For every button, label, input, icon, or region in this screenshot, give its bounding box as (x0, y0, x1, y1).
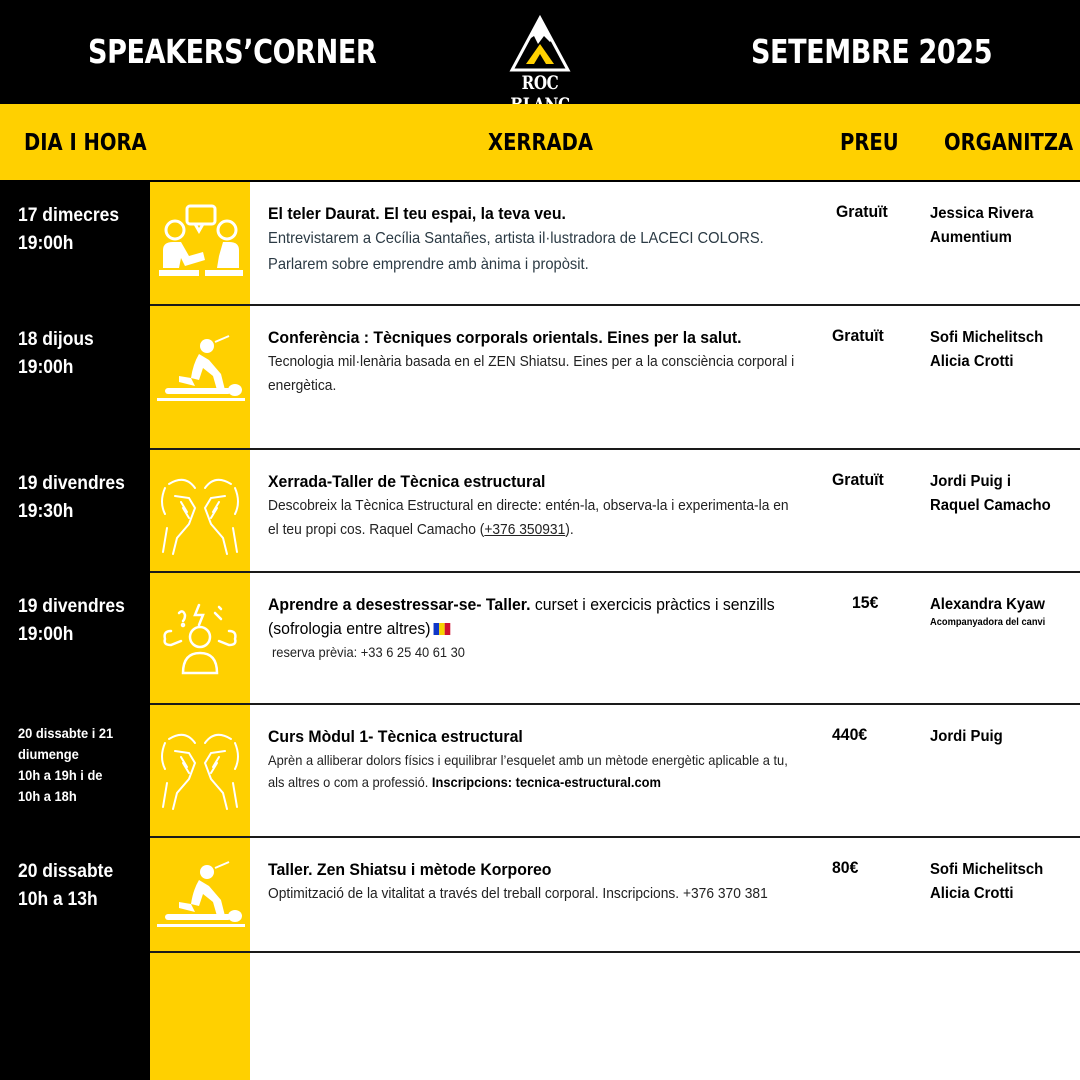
event-row (0, 450, 1080, 573)
andorra-flag-icon (433, 618, 450, 630)
conversation-icon (155, 200, 245, 290)
event-organizer: Jordi Puig i Raquel Camacho (930, 473, 1051, 514)
event-title: Conferència : Tècniques corporals orientals. Eines per la salut. (268, 328, 742, 347)
event-description: Aprèn a alliberar dolors físics i equilibrar l’esquelet amb un mètode energètic aplicable a tu, als altres o com a professió. Inscripcions: tecnica-estructural.com (268, 752, 788, 790)
column-header-organitza: ORGANITZA (944, 130, 1074, 156)
event-price: 440€ (832, 725, 868, 744)
column-header-bar (0, 104, 1080, 182)
event-date: 17 dimecres 19:00h (18, 205, 120, 254)
row-divider (150, 951, 1080, 953)
event-row (0, 573, 1080, 705)
organizer-subtitle: Acompanyadora del canvi (930, 617, 1046, 628)
event-description: reserva prèvia: +33 6 25 40 61 30 (272, 644, 465, 660)
event-price: 15€ (852, 593, 879, 612)
column-header-dia: DIA I HORA (24, 130, 147, 156)
event-row (0, 182, 1080, 306)
event-row (0, 705, 1080, 838)
event-title: Xerrada-Taller de Tècnica estructural (268, 472, 546, 491)
page-header (0, 0, 1080, 104)
event-content (268, 593, 803, 663)
phone-link[interactable]: +376 350931 (484, 521, 566, 538)
event-description: Tecnologia mil·lenària basada en el ZEN Shiatsu. Eines per a la consciència corporal i energètica. (268, 353, 795, 394)
column-header-xerrada: XERRADA (488, 130, 594, 156)
stressed-person-icon (155, 591, 245, 681)
mountain-icon (482, 14, 598, 74)
event-organizer: Sofi Michelitsch Alicia Crotti (930, 329, 1044, 370)
event-date: 19 divendres 19:30h (18, 473, 125, 522)
event-price: Gratuït (836, 202, 888, 221)
event-description: Entrevistarem a Cecília Santañes, artista il·lustradora de LACECI COLORS. Parlarem sobre emprendre amb ànima i propòsit. (268, 230, 764, 273)
event-title: El teler Daurat. El teu espai, la teva veu. (268, 204, 566, 223)
event-organizer: Sofi Michelitsch Alicia Crotti (930, 861, 1044, 902)
event-date: 20 dissabte 10h a 13h (18, 861, 114, 910)
event-date: 20 dissabte i 21 diumenge 10h a 19h i de 10h a 18h (18, 725, 114, 804)
event-title: Curs Mòdul 1- Tècnica estructural (268, 727, 523, 746)
event-content (268, 326, 803, 398)
event-date: 18 dijous 19:00h (18, 329, 94, 378)
event-description: Descobreix la Tècnica Estructural en directe: entén-la, observa-la i experimenta-la en el teu propi cos. Raquel Camacho (+376 350931). (268, 497, 789, 538)
shiatsu-massage-icon (155, 324, 245, 414)
event-title: Taller. Zen Shiatsu i mètode Korporeo (268, 860, 552, 879)
event-content (268, 725, 803, 793)
header-left-title: SPEAKERS’CORNER (88, 32, 377, 71)
registration-link[interactable]: Inscripcions: tecnica-estructural.com (431, 774, 661, 790)
event-price: Gratuït (832, 326, 884, 345)
column-header-preu: PREU (840, 130, 899, 156)
shiatsu-massage-icon (155, 856, 245, 946)
event-content (268, 470, 803, 542)
header-right-title: SETEMBRE 2025 (750, 32, 992, 71)
event-content (268, 202, 803, 278)
event-organizer: Jordi Puig (930, 728, 1003, 745)
event-row (0, 838, 1080, 953)
event-title: Aprendre a desestressar-se- Taller. curset i exercicis pràctics i senzills (sofrologia entre altres) (268, 595, 775, 638)
event-row (0, 306, 1080, 450)
event-organizer: Jessica Rivera Aumentium (930, 205, 1034, 246)
event-organizer: Alexandra Kyaw Acompanyadora del canvi (930, 593, 1060, 629)
event-price: Gratuït (832, 470, 884, 489)
event-content (268, 858, 803, 906)
event-description: Optimització de la vitalitat a través del treball corporal. Inscripcions. +376 370 381 (268, 885, 768, 902)
hands-energy-icon (155, 468, 245, 558)
event-date: 19 divendres 19:00h (18, 596, 125, 645)
roc-blanc-logo (482, 14, 598, 96)
hands-energy-icon (155, 723, 245, 813)
event-price: 80€ (832, 858, 859, 877)
logo-text: ROC (521, 72, 559, 94)
